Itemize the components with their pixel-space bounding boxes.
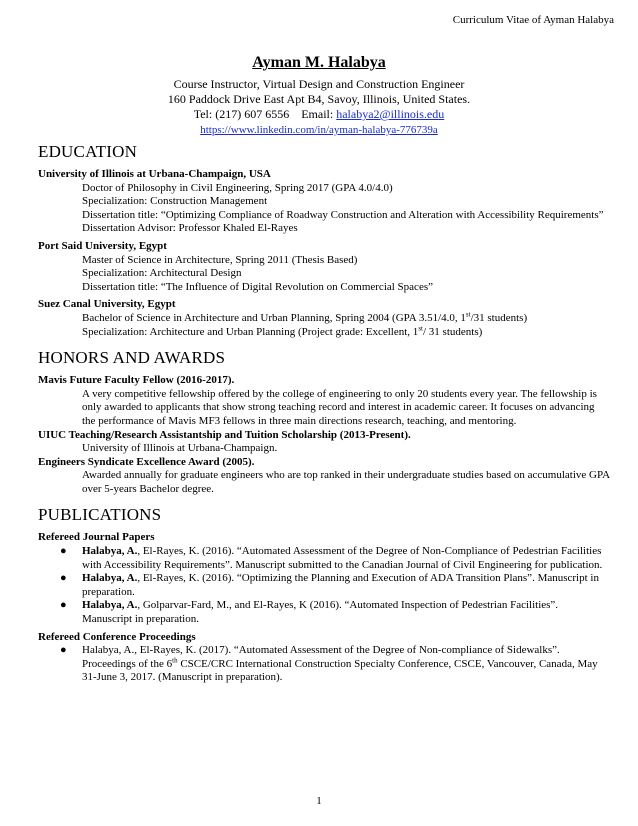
award-title: Mavis Future Faculty Fellow (2016-2017). <box>38 374 235 387</box>
specialization-line: Specialization: Construction Management <box>82 195 268 208</box>
award-entry <box>38 429 610 456</box>
specialization-line: Specialization: Architecture and Urban Planning (Project grade: Excellent, 1st/ 31 students) <box>82 323 483 338</box>
journal-papers-heading: Refereed Journal Papers <box>38 531 155 544</box>
journal-paper: ● Halabya, A., El-Rayes, K. (2016). “Optimizing the Planning and Execution of ADA Transition Plans”. Manuscript in preparation. <box>60 572 599 598</box>
email-link[interactable]: halabya2@illinois.edu <box>336 107 445 121</box>
linkedin-link[interactable]: https://www.linkedin.com/in/ayman-halabya-776739a <box>200 124 438 136</box>
journal-paper: ● Halabya, A., Golparvar-Fard, M., and El-Rayes, K (2016). “Automated Inspection of Pedestrian Facilities”. Manuscript in preparation. <box>60 599 559 626</box>
education-heading: EDUCATION <box>38 142 138 161</box>
honors-section <box>38 348 610 496</box>
award-description: University of Illinois at Urbana-Champaign. <box>82 442 278 455</box>
honors-heading: HONORS AND AWARDS <box>38 348 226 368</box>
education-entry <box>38 168 610 236</box>
institution: University of Illinois at Urbana-Champaign, USA <box>38 168 271 180</box>
publications-section <box>38 505 610 685</box>
award-title: UIUC Teaching/Research Assistantship and Tuition Scholarship (2013-Present). <box>38 428 411 441</box>
award-entry <box>38 374 610 428</box>
running-head: Curriculum Vitae of Ayman Halabya <box>452 14 614 26</box>
phone: Tel: (217) 607 6556 <box>193 107 290 121</box>
institution: Suez Canal University, Egypt <box>38 298 176 311</box>
publications-heading: PUBLICATIONS <box>38 505 162 525</box>
dissertation-line: Dissertation title: “The Influence of Digital Revolution on Commercial Spaces” <box>82 280 433 293</box>
journal-paper: ● Halabya, A., El-Rayes, K. (2016). “Automated Assessment of the Degree of Non-Compliance of Pedestrian Facilities with Accessibility Requirements”. Manuscript submitted to the Canadian Journal of Civil Engineering for publication. <box>60 545 603 571</box>
candidate-name: Ayman M. Halabya <box>252 54 386 71</box>
award-description: Awarded annually for graduate engineers who are top ranked in their undergraduate studies based on accumulative GPA over 5-years Bachelor degree. <box>82 469 610 495</box>
bullet-icon: ● <box>60 545 67 558</box>
education-entry <box>38 240 610 294</box>
page-number: 1 <box>316 795 322 807</box>
cv-body <box>38 142 610 685</box>
institution: Port Said University, Egypt <box>38 239 167 252</box>
education-section <box>38 142 610 339</box>
conference-proceedings-heading: Refereed Conference Proceedings <box>38 630 196 643</box>
award-description: A very competitive fellowship offered by the college of engineering to only 20 students every year. The fellowship is only awarded to applicants that show strong teaching record and interest in academic career. It focuses on advancing the performance of Mavis MF3 fellows in three main directions research, teaching, and mentoring. <box>82 387 597 427</box>
advisor-line: Dissertation Advisor: Professor Khaled El-Rayes <box>82 222 298 235</box>
phone-email-line <box>0 107 638 122</box>
job-title: Course Instructor, Virtual Design and Construction Engineer <box>173 77 465 91</box>
degree-line: Doctor of Philosophy in Civil Engineering, Spring 2017 (GPA 4.0/4.0) <box>82 181 393 194</box>
award-entry <box>38 456 610 497</box>
bullet-icon: ● <box>60 644 67 657</box>
specialization-line: Specialization: Architectural Design <box>82 267 242 280</box>
conference-paper: ● Halabya, A., El-Rayes, K. (2017). “Automated Assessment of the Degree of Non-compliance of Sidewalks”. Proceedings of the 6th CSCE/CRC International Construction Specialty Conference, CSCE, Vancouver, Canada, May 31-June 3, 2017. (Manuscript in preparation). <box>60 644 598 684</box>
contact-block <box>0 77 638 138</box>
linkedin-line <box>0 123 638 138</box>
dissertation-line: Dissertation title: “Optimizing Compliance of Roadway Construction and Alteration with Accessibility Requirements” <box>82 208 604 221</box>
degree-line: Master of Science in Architecture, Spring 2011 (Thesis Based) <box>82 253 358 266</box>
email-label: Email: <box>301 107 334 121</box>
address: 160 Paddock Drive East Apt B4, Savoy, Illinois, United States. <box>167 92 471 106</box>
award-title: Engineers Syndicate Excellence Award (2005). <box>38 455 255 468</box>
degree-line: Bachelor of Science in Architecture and Urban Planning, Spring 2004 (GPA 3.51/4.0, 1st/31 students) <box>82 310 528 324</box>
bullet-icon: ● <box>60 572 67 585</box>
bullet-icon: ● <box>60 599 67 612</box>
education-entry <box>38 298 610 339</box>
